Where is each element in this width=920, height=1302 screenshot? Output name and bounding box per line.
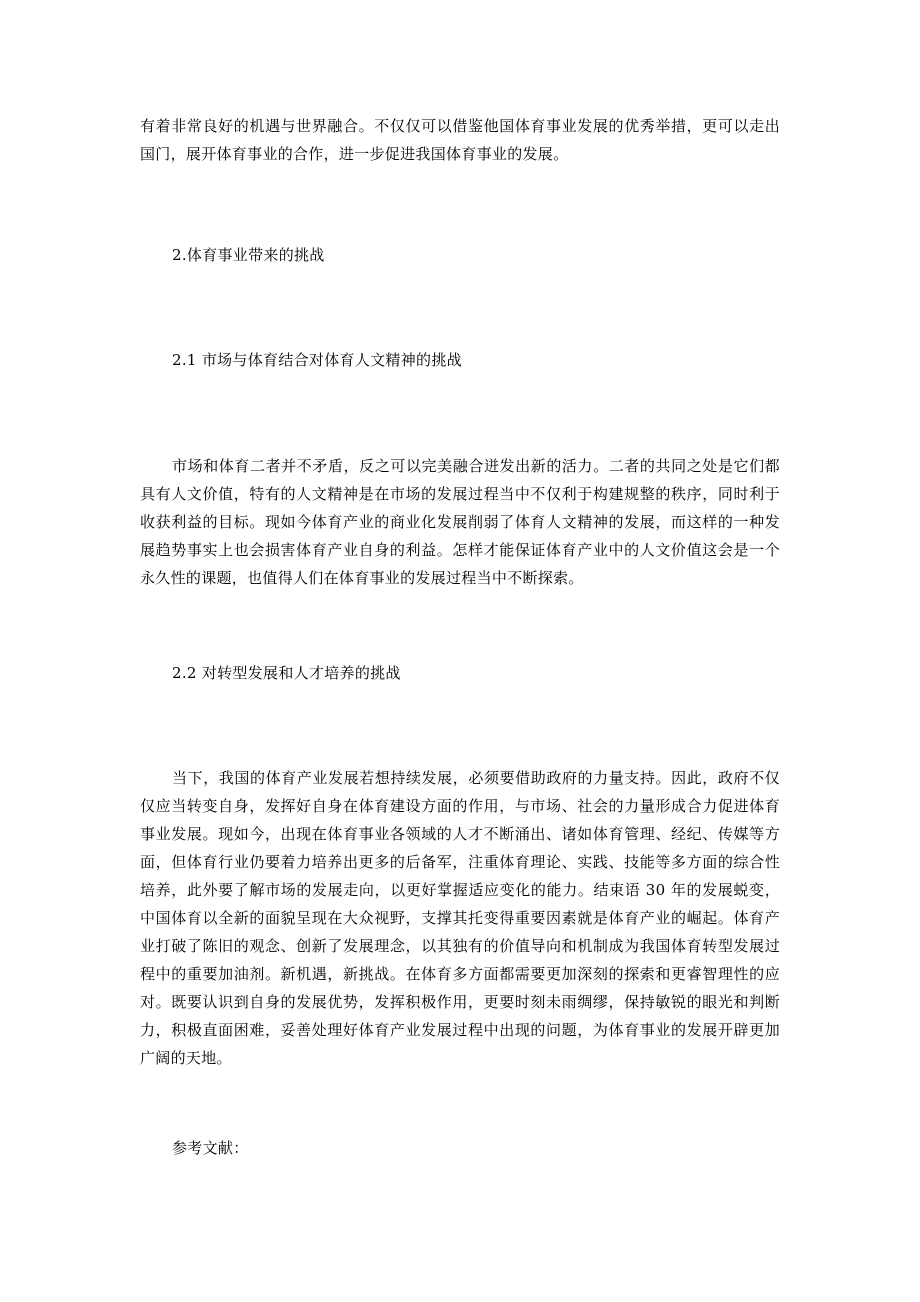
section-2-2-paragraph: 当下，我国的体育产业发展若想持续发展，必须要借助政府的力量支持。因此，政府不仅仅应当转变自身，发挥好自身在体育建设方面的作用，与市场、社会的力量形成合力促进体育事业发展。现如今，出现在体育事业各领域的人才不断涌出、诸如体育管理、经纪、传媒等方面，但体育行业仍要着力培养出更多的后备军，注重体育理论、实践、技能等多方面的综合性培养，此外要了解市场的发展走向，以更好掌握适应变化的能力。结束语 30 年的发展蜕变，中国体育以全新的面貌呈现在大众视野，支撑其托变得重要因素就是体育产业的崛起。体育产业打破了陈旧的观念、创新了发展理念，以其独有的价值导向和机制成为我国体育转型发展过程中的重要加油剂。新机遇，新挑战。在体育多方面都需要更加深刻的探索和更睿智理性的应对。既要认识到自身的发展优势，发挥积极作用，更要时刻未雨绸缪，保持敏锐的眼光和判断力，积极直面困难，妥善处理好体育产业发展过程中出现的问题，为体育事业的发展开辟更加广阔的天地。 [140,769,780,1067]
section-2-1-heading: 2.1 市场与体育结合对体育人文精神的挑战 [172,351,462,369]
section-2-2-heading: 2.2 对转型发展和人才培养的挑战 [172,664,401,682]
intro-paragraph: 有着非常良好的机遇与世界融合。不仅仅可以借鉴他国体育事业发展的优秀举措，更可以走出国门，展开体育事业的合作，进一步促进我国体育事业的发展。 [140,117,780,163]
section-2-1-paragraph: 市场和体育二者并不矛盾，反之可以完美融合迸发出新的活力。二者的共同之处是它们都具有人文价值，特有的人文精神是在市场的发展过程当中不仅利于构建规整的秩序，同时利于收获利益的目标。现如今体育产业的商业化发展削弱了体育人文精神的发展，而这样的一种发展趋势事实上也会损害体育产业自身的利益。怎样才能保证体育产业中的人文价值这会是一个永久性的课题，也值得人们在体育事业的发展过程当中不断探索。 [140,457,780,587]
references-label: 参考文献： [172,1139,249,1157]
section-2-heading: 2.体育事业带来的挑战 [172,246,325,264]
